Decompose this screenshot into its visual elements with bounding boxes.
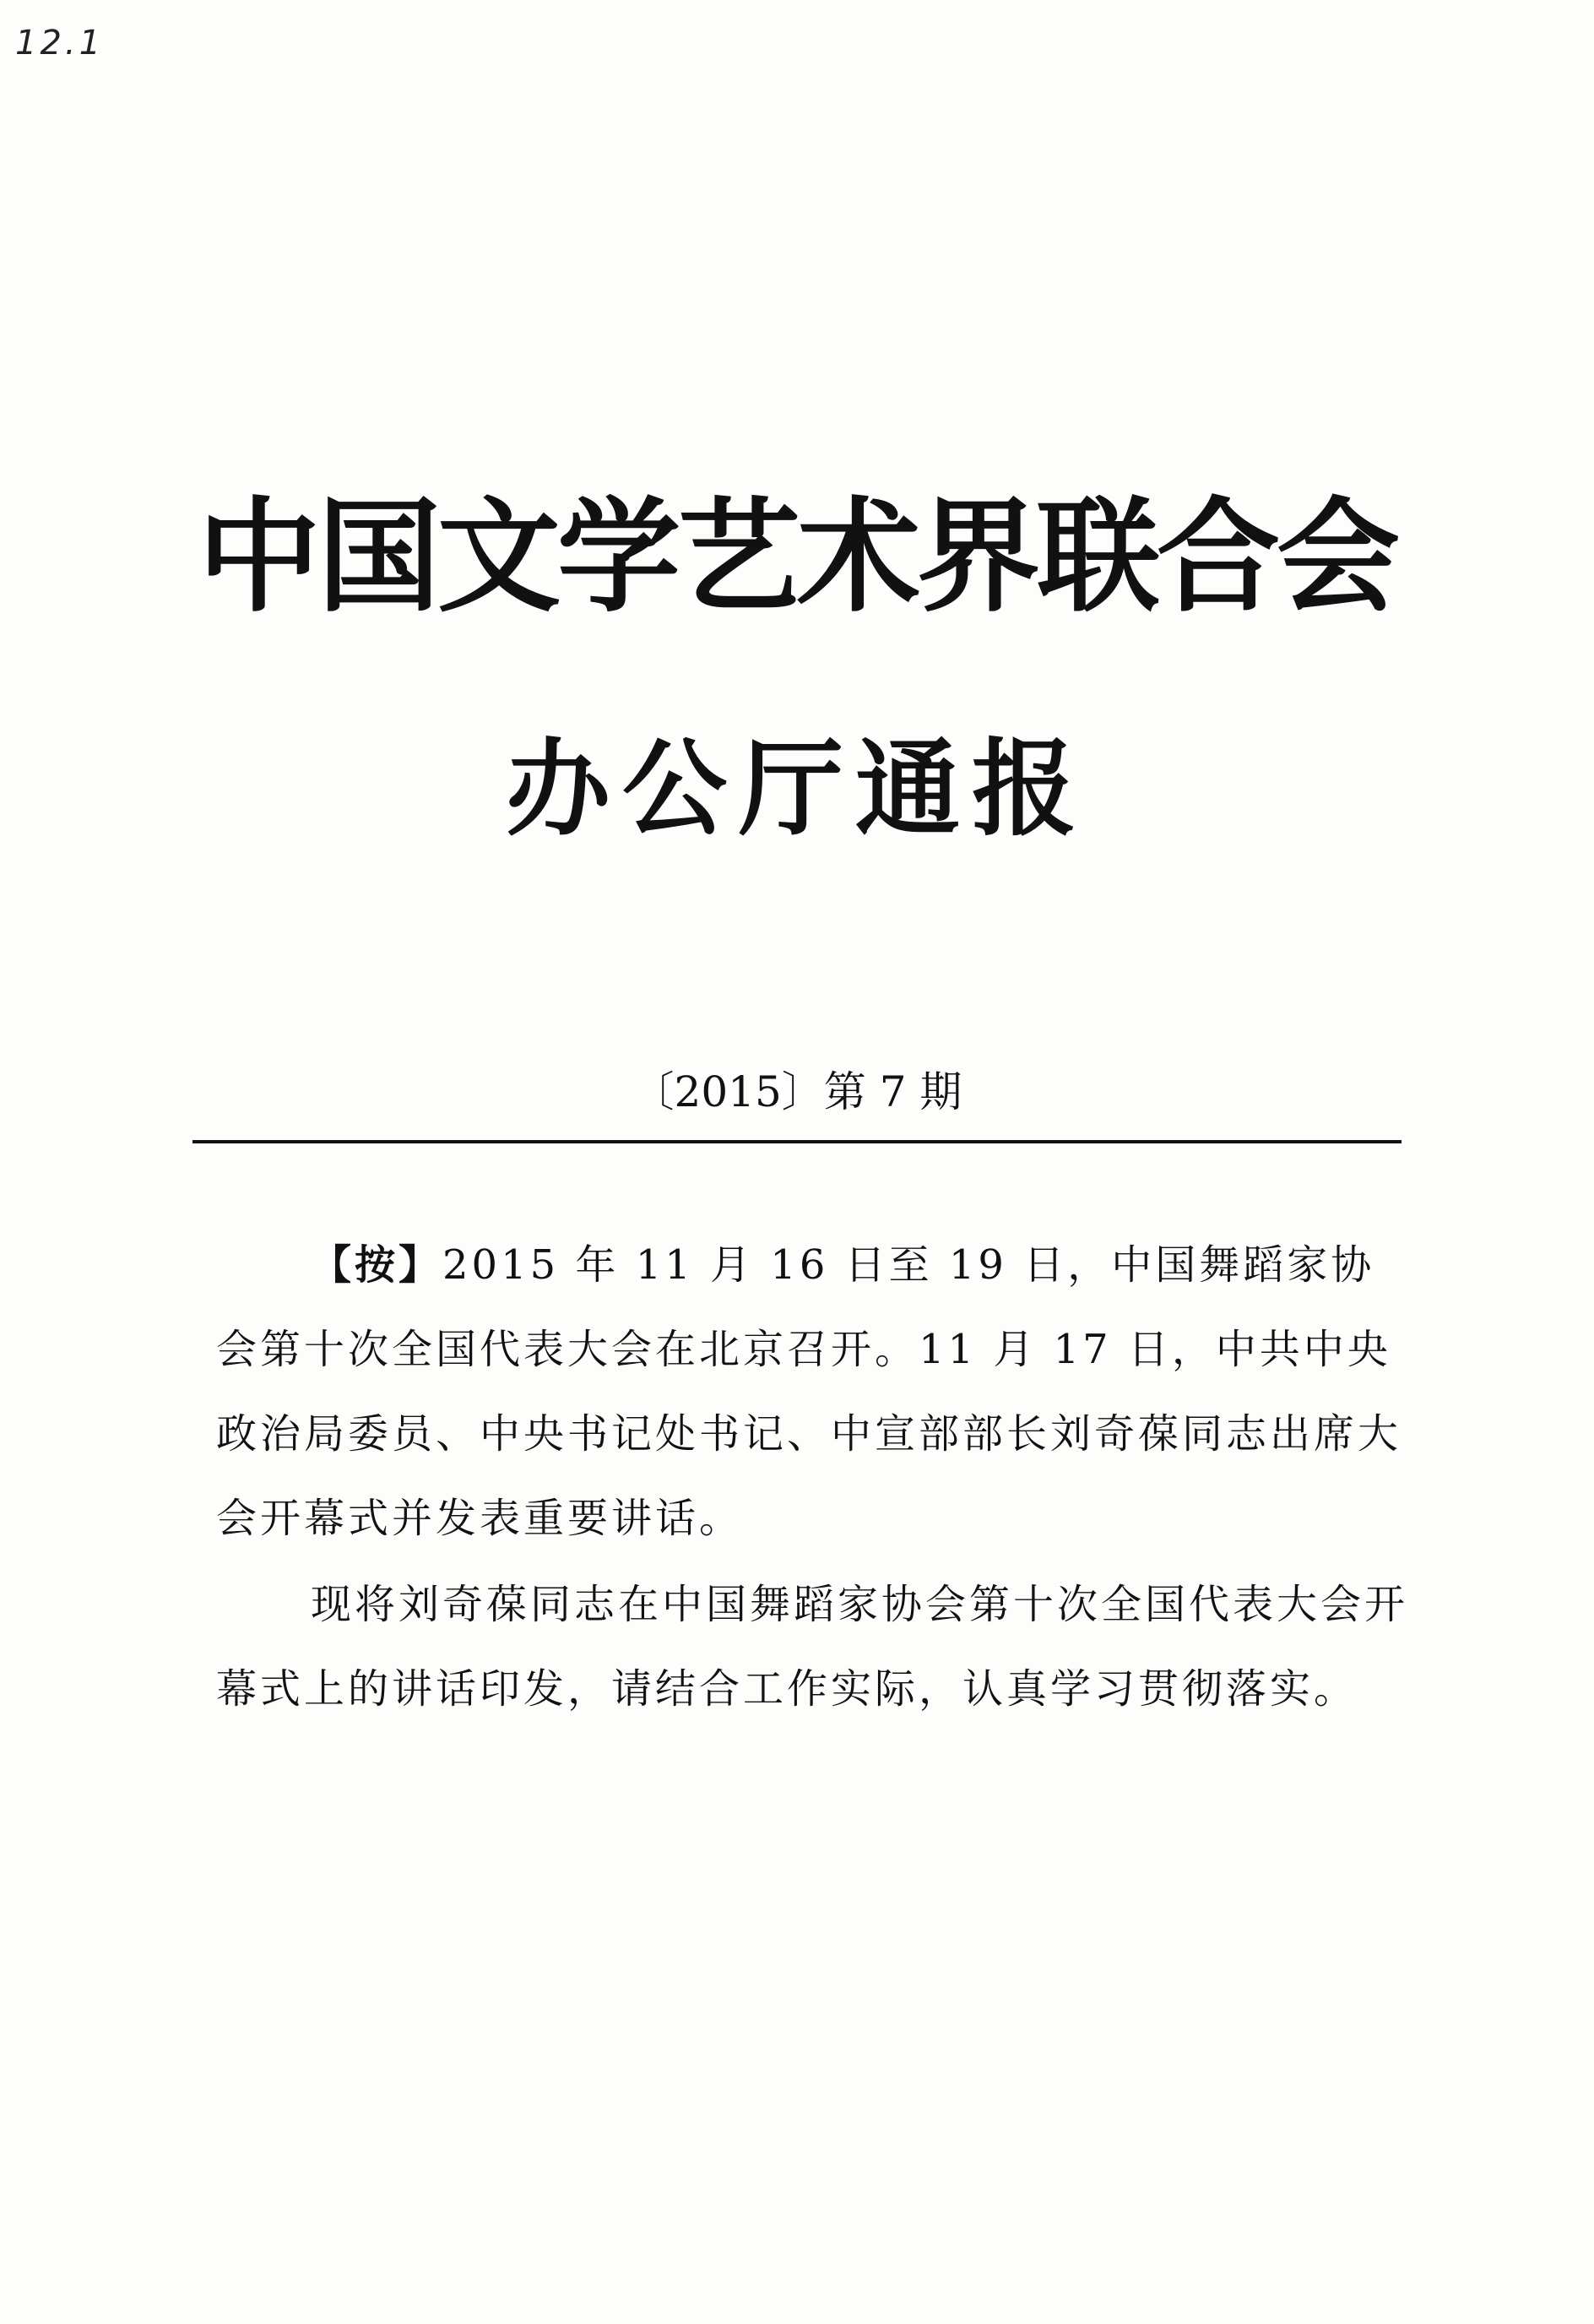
- editor-note-label: 【按】: [311, 1241, 443, 1289]
- handwritten-annotation: 12.1: [15, 24, 105, 62]
- document-title: 中国文学艺术界联合会: [198, 486, 1396, 629]
- document-subtitle: 办公厅通报: [505, 729, 1088, 850]
- header-divider: [192, 1140, 1402, 1143]
- editor-note-text: 2015 年 11 月 16 日至 19 日，中国舞蹈家协会第十次全国代表大会在北京召开。11 月 17 日，中共中央政治局委员、中央书记处书记、中宣部部长刘奇葆同志出席大会开幕式并发表重要讲话。: [216, 1241, 1402, 1542]
- instruction-paragraph: 现将刘奇葆同志在中国舞蹈家协会第十次全国代表大会开幕式上的讲话印发，请结合工作实际，认真学习贯彻落实。: [216, 1581, 1409, 1713]
- issue-number: 〔2015〕第 7 期: [632, 1067, 962, 1116]
- editor-note-paragraph: [216, 1223, 1415, 1561]
